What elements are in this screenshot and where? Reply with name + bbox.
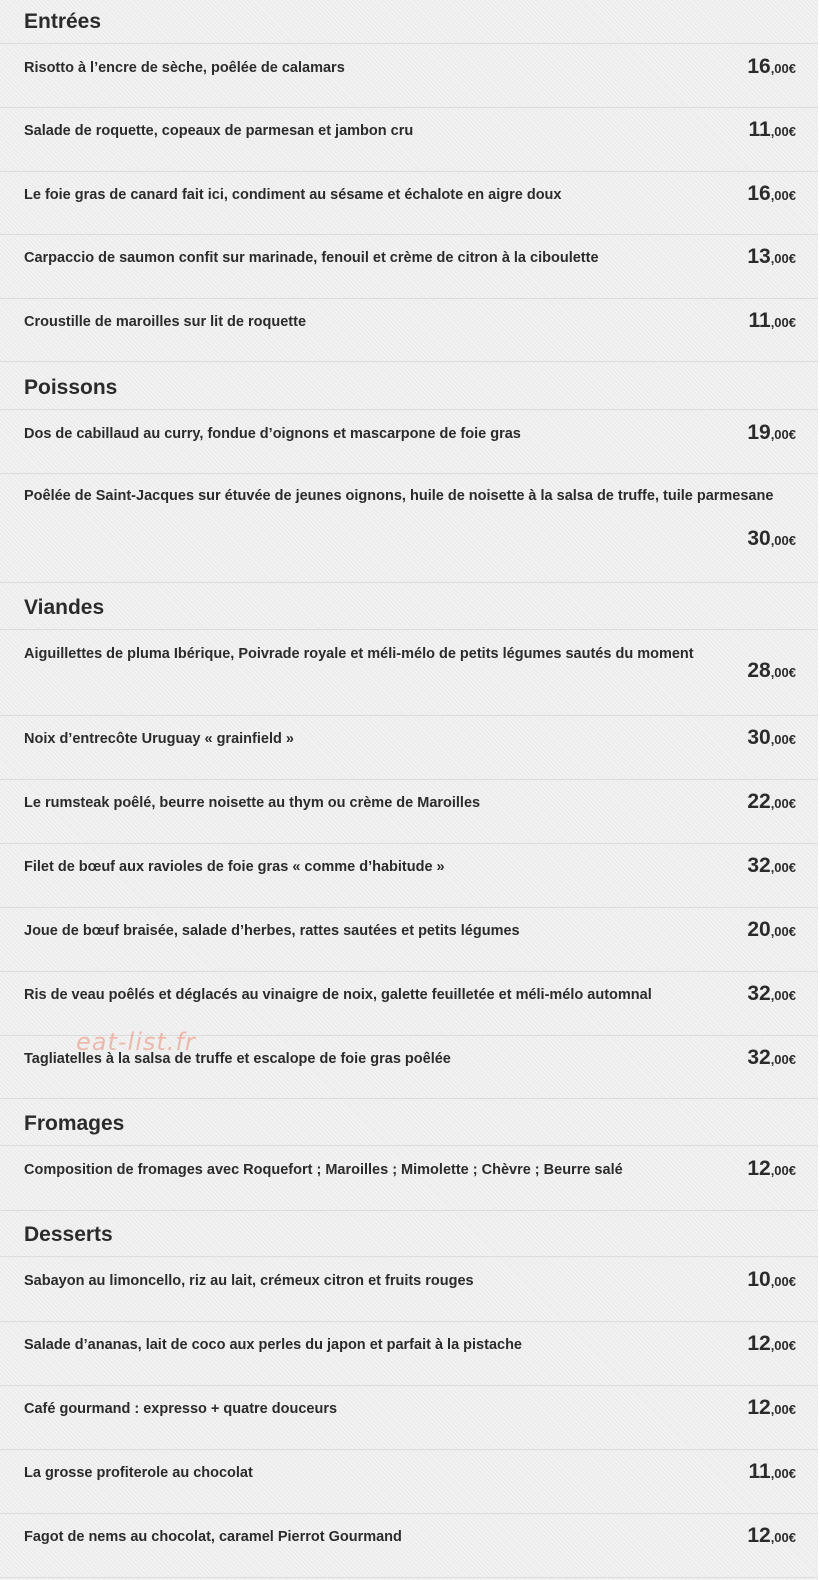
menu-item	[0, 474, 818, 583]
menu-item	[0, 972, 818, 1036]
menu-item	[0, 1514, 818, 1578]
item-name: Filet de bœuf aux ravioles de foie gras « comme d’habitude »	[24, 859, 445, 875]
item-price: 13,00€	[747, 245, 796, 268]
menu-item	[0, 299, 818, 362]
menu-item	[0, 716, 818, 780]
menu-item	[0, 172, 818, 235]
item-name: Ris de veau poêlés et déglacés au vinaigre de noix, galette feuilletée et méli-mélo automnal	[24, 987, 652, 1003]
item-price: 20,00€	[747, 918, 796, 941]
item-name: Dos de cabillaud au curry, fondue d’oignons et mascarpone de foie gras	[24, 426, 521, 442]
item-name: Salade de roquette, copeaux de parmesan et jambon cru	[24, 123, 414, 139]
item-price: 32,00€	[747, 854, 796, 877]
item-name: Le foie gras de canard fait ici, condiment au sésame et échalote en aigre doux	[24, 187, 562, 203]
item-name: Aiguillettes de pluma Ibérique, Poivrade royale et méli-mélo de petits légumes sautés du moment	[24, 646, 694, 662]
menu-item	[0, 411, 818, 474]
item-price: 32,00€	[747, 982, 796, 1005]
item-name: Croustille de maroilles sur lit de roquette	[24, 314, 307, 330]
menu-item	[0, 1258, 818, 1322]
section-title-desserts: Desserts	[0, 1213, 818, 1257]
section-title-viandes: Viandes	[0, 586, 818, 630]
item-name: Poêlée de Saint-Jacques sur étuvée de jeunes oignons, huile de noisette à la salsa de truffe, tuile parmesane	[24, 488, 774, 504]
item-name: Joue de bœuf braisée, salade d’herbes, rattes sautées et petits légumes	[24, 923, 520, 939]
menu-item	[0, 1386, 818, 1450]
item-price: 11,00€	[748, 309, 796, 332]
item-name: Composition de fromages avec Roquefort ; Maroilles ; Mimolette ; Chèvre ; Beurre salé	[24, 1162, 623, 1178]
section-title-fromages: Fromages	[0, 1102, 818, 1146]
item-name: Fagot de nems au chocolat, caramel Pierrot Gourmand	[24, 1529, 402, 1545]
item-name: Café gourmand : expresso + quatre douceurs	[24, 1401, 338, 1417]
item-name: La grosse profiterole au chocolat	[24, 1465, 253, 1481]
item-price: 19,00€	[747, 421, 796, 444]
item-price: 30,00€	[747, 726, 796, 749]
item-price: 16,00€	[747, 55, 796, 78]
item-price: 11,00€	[748, 118, 796, 141]
item-name: Sabayon au limoncello, riz au lait, crémeux citron et fruits rouges	[24, 1273, 474, 1289]
item-price: 28,00€	[747, 659, 796, 682]
menu-item	[0, 844, 818, 908]
menu-item	[0, 1450, 818, 1514]
menu-item	[0, 1322, 818, 1386]
item-price: 12,00€	[747, 1396, 796, 1419]
item-price: 11,00€	[748, 1460, 796, 1483]
item-name: Le rumsteak poêlé, beurre noisette au thym ou crème de Maroilles	[24, 795, 481, 811]
item-price: 30,00€	[747, 527, 796, 550]
menu-item	[0, 235, 818, 299]
menu-item	[0, 780, 818, 844]
menu-item	[0, 108, 818, 172]
menu-item	[0, 908, 818, 972]
item-price: 12,00€	[747, 1157, 796, 1180]
menu-item	[0, 45, 818, 108]
item-price: 12,00€	[747, 1332, 796, 1355]
item-name: Noix d’entrecôte Uruguay « grainfield »	[24, 731, 294, 747]
item-name: Carpaccio de saumon confit sur marinade, fenouil et crème de citron à la ciboulette	[24, 250, 599, 266]
menu-item	[0, 1147, 818, 1211]
menu-item	[0, 631, 818, 716]
item-price: 16,00€	[747, 182, 796, 205]
item-name: Tagliatelles à la salsa de truffe et escalope de foie gras poêlée	[24, 1051, 451, 1067]
section-title-poissons: Poissons	[0, 366, 818, 410]
section-title-entrees: Entrées	[0, 0, 818, 44]
watermark-text: eat-list.fr	[76, 1028, 196, 1056]
item-name: Risotto à l’encre de sèche, poêlée de calamars	[24, 60, 345, 76]
item-price: 12,00€	[747, 1524, 796, 1547]
item-name: Salade d’ananas, lait de coco aux perles du japon et parfait à la pistache	[24, 1337, 522, 1353]
item-price: 22,00€	[747, 790, 796, 813]
item-price: 10,00€	[747, 1268, 796, 1291]
item-price: 32,00€	[747, 1046, 796, 1069]
